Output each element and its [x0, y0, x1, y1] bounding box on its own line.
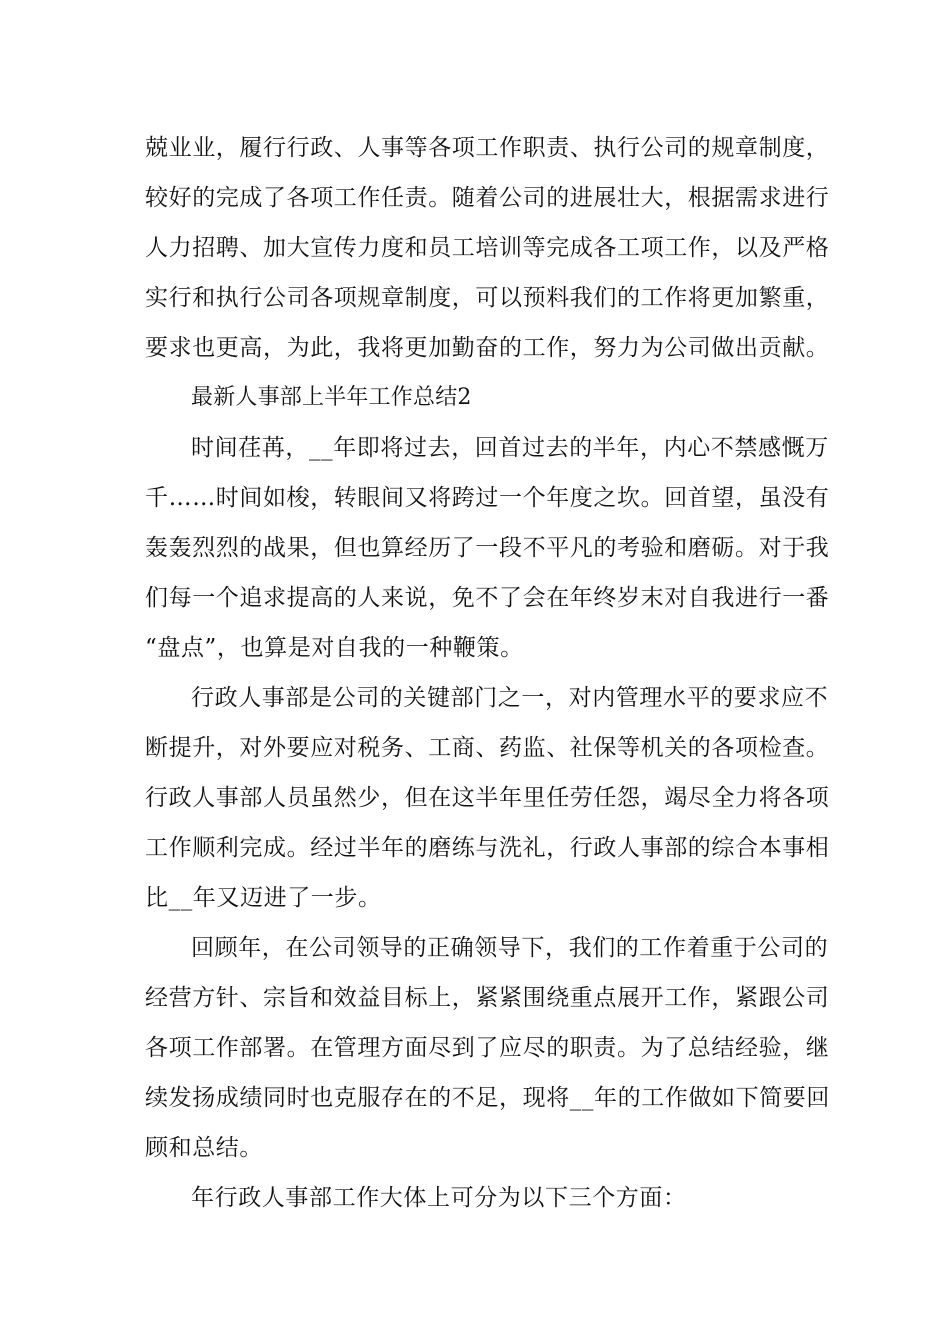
paragraph-line: 顾和总结。	[145, 1135, 263, 1161]
paragraph-line: 断提升，对外要应对税务、工商、药监、社保等机关的各项检查。	[145, 735, 830, 761]
paragraph-line: 实行和执行公司各项规章制度，可以预料我们的工作将更加繁重，	[145, 285, 830, 311]
paragraph-line: 们每一个追求提高的人来说，免不了会在年终岁末对自我进行一番	[145, 585, 830, 611]
paragraph-1	[145, 123, 830, 373]
paragraph-line: 轰轰烈烈的战果，但也算经历了一段不平凡的考验和磨砺。对于我	[145, 535, 830, 561]
paragraph-2	[145, 423, 830, 673]
paragraph-line: 回顾年，在公司领导的正确领导下，我们的工作着重于公司的	[191, 935, 829, 961]
paragraph-line: 千……时间如梭，转眼间又将跨过一个年度之坎。回首望，虽没有	[145, 485, 830, 511]
paragraph-3	[145, 673, 830, 923]
paragraph-line: “盘点”，也算是对自我的一种鞭策。	[145, 635, 524, 661]
section-heading	[145, 373, 813, 423]
paragraph-line: 各项工作部署。在管理方面尽到了应尽的职责。为了总结经验，继	[145, 1035, 830, 1061]
paragraph-line: 年行政人事部工作大体上可分为以下三个方面：	[191, 1185, 687, 1211]
paragraph-line: 人力招聘、加大宣传力度和员工培训等完成各工项工作，以及严格	[145, 235, 830, 261]
paragraph-line: 行政人事部人员虽然少，但在这半年里任劳任怨，竭尽全力将各项	[145, 785, 830, 811]
paragraph-line: 兢业业，履行行政、人事等各项工作职责、执行公司的规章制度，	[145, 135, 830, 161]
paragraph-line: 比__年又迈进了一步。	[145, 885, 382, 911]
paragraph-5	[145, 1173, 813, 1223]
section-heading-text: 最新人事部上半年工作总结2	[191, 385, 472, 410]
paragraph-4	[145, 923, 830, 1173]
paragraph-line: 经营方针、宗旨和效益目标上，紧紧围绕重点展开工作，紧跟公司	[145, 985, 830, 1011]
paragraph-line: 行政人事部是公司的关键部门之一，对内管理水平的要求应不	[191, 685, 829, 711]
paragraph-line: 续发扬成绩同时也克服存在的不足，现将__年的工作做如下简要回	[145, 1085, 830, 1111]
paragraph-line: 要求也更高，为此，我将更加勤奋的工作，努力为公司做出贡献。	[145, 335, 830, 361]
paragraph-line: 较好的完成了各项工作任责。随着公司的进展壮大，根据需求进行	[145, 185, 830, 211]
paragraph-line: 时间荏苒，__年即将过去，回首过去的半年，内心不禁感慨万	[191, 435, 829, 461]
paragraph-line: 工作顺利完成。经过半年的磨练与洗礼，行政人事部的综合本事相	[145, 835, 830, 861]
